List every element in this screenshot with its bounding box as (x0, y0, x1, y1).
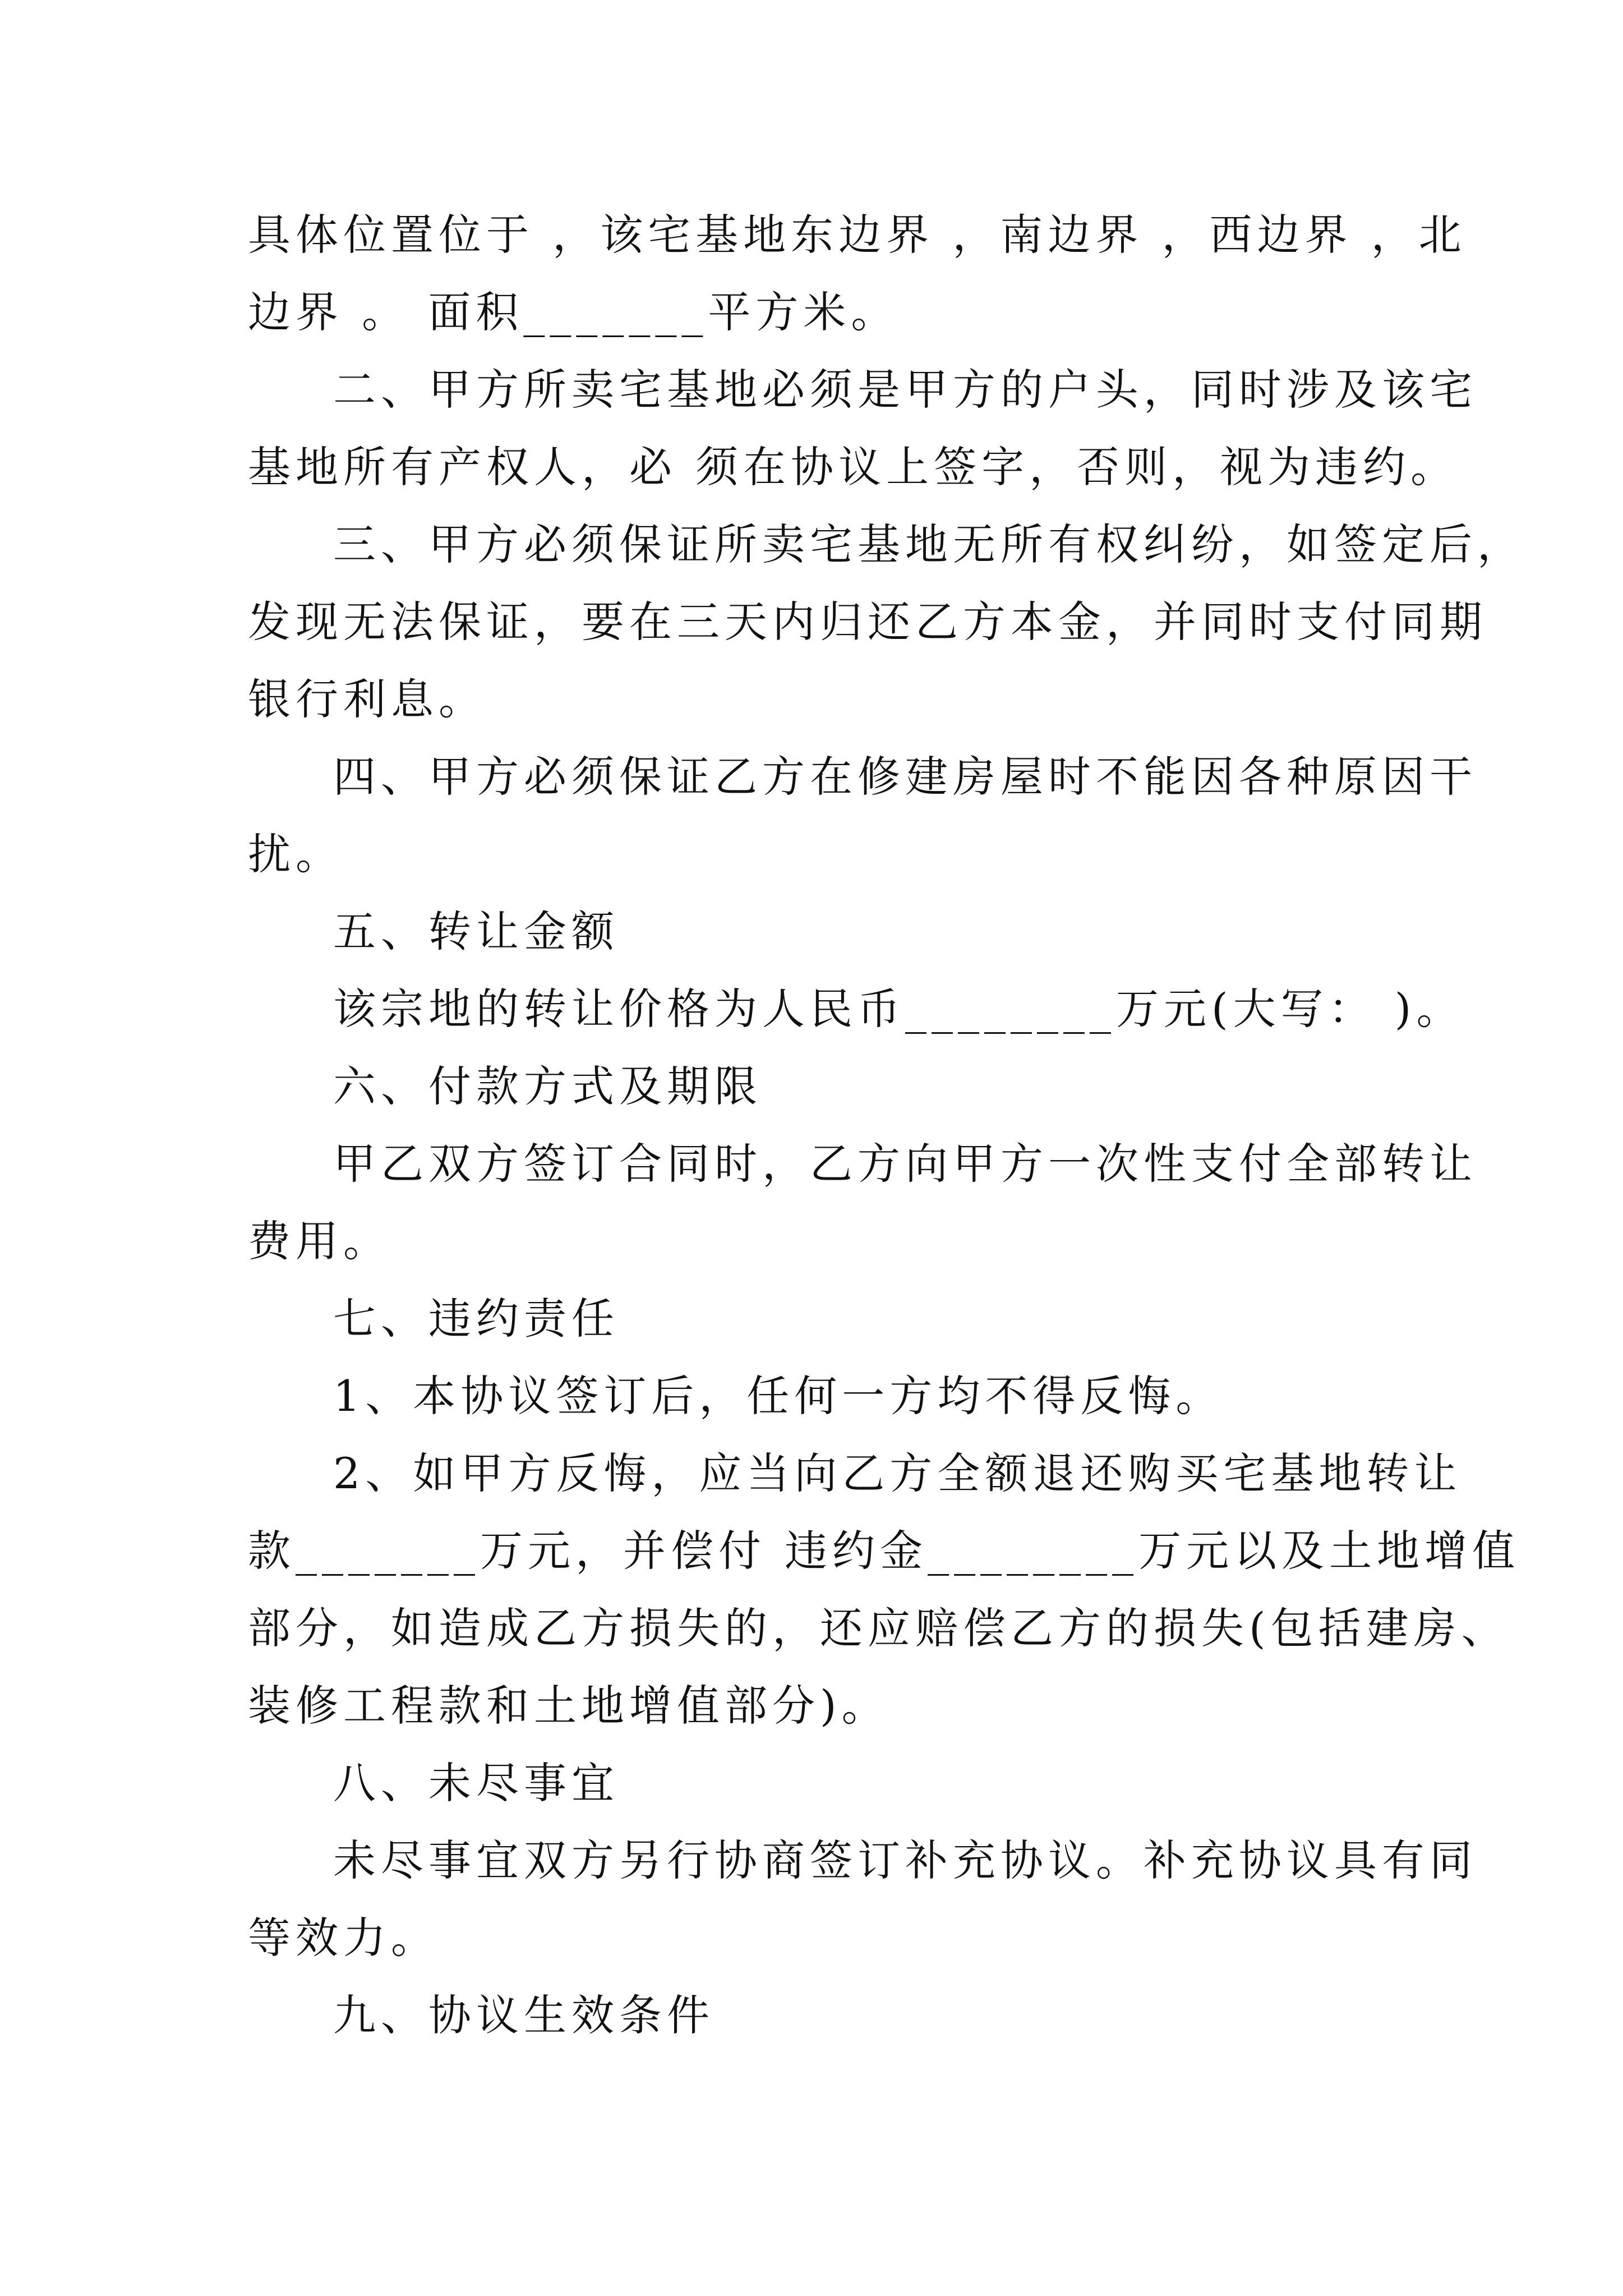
text-line: 费用。 (248, 1216, 391, 1266)
document-body (248, 196, 1525, 2054)
text-line: 款_______万元，并偿付 违约金________万元以及土地增值 (248, 1526, 1520, 1576)
text-line: 基地所有产权人，必 须在协议上签字，否则，视为违约。 (248, 442, 1459, 492)
text-line: 部分，如造成乙方损失的，还应赔偿乙方的损失(包括建房、 (248, 1603, 1509, 1653)
text-line: 边界 。 面积_______平方米。 (248, 287, 899, 337)
section-heading: 八、未尽事宜 (333, 1758, 619, 1808)
text-line: 未尽事宜双方另行协商签订补充协议。补充协议具有同 (333, 1835, 1477, 1885)
text-line: 发现无法保证，要在三天内归还乙方本金，并同时支付同期 (248, 597, 1487, 647)
text-line: 二、甲方所卖宅基地必须是甲方的户头，同时涉及该宅 (333, 365, 1477, 415)
text-line: 银行利息。 (248, 674, 486, 724)
text-line: 该宗地的转让价格为人民币________万元(大写： )。 (333, 984, 1464, 1034)
text-line: 装修工程款和土地增值部分)。 (248, 1681, 889, 1731)
section-heading: 六、付款方式及期限 (333, 1061, 762, 1111)
text-line: 1、本协议签订后，任何一方均不得反悔。 (333, 1371, 1224, 1421)
text-line: 四、甲方必须保证乙方在修建房屋时不能因各种原因干 (333, 752, 1477, 802)
text-line: 等效力。 (248, 1913, 439, 1963)
section-heading: 九、协议生效条件 (333, 1990, 714, 2040)
section-heading: 七、违约责任 (333, 1294, 619, 1343)
text-line: 扰。 (248, 829, 343, 879)
text-line: 具体位置位于 ，该宅基地东边界 ，南边界 ，西边界 ，北 (248, 210, 1467, 260)
text-line: 2、如甲方反悔，应当向乙方全额退还购买宅基地转让 (333, 1448, 1462, 1498)
text-line: 甲乙双方签订合同时，乙方向甲方一次性支付全部转让 (333, 1139, 1477, 1189)
text-line: 三、甲方必须保证所卖宅基地无所有权纠纷，如签定后， (333, 519, 1525, 569)
section-heading: 五、转让金额 (333, 907, 619, 956)
